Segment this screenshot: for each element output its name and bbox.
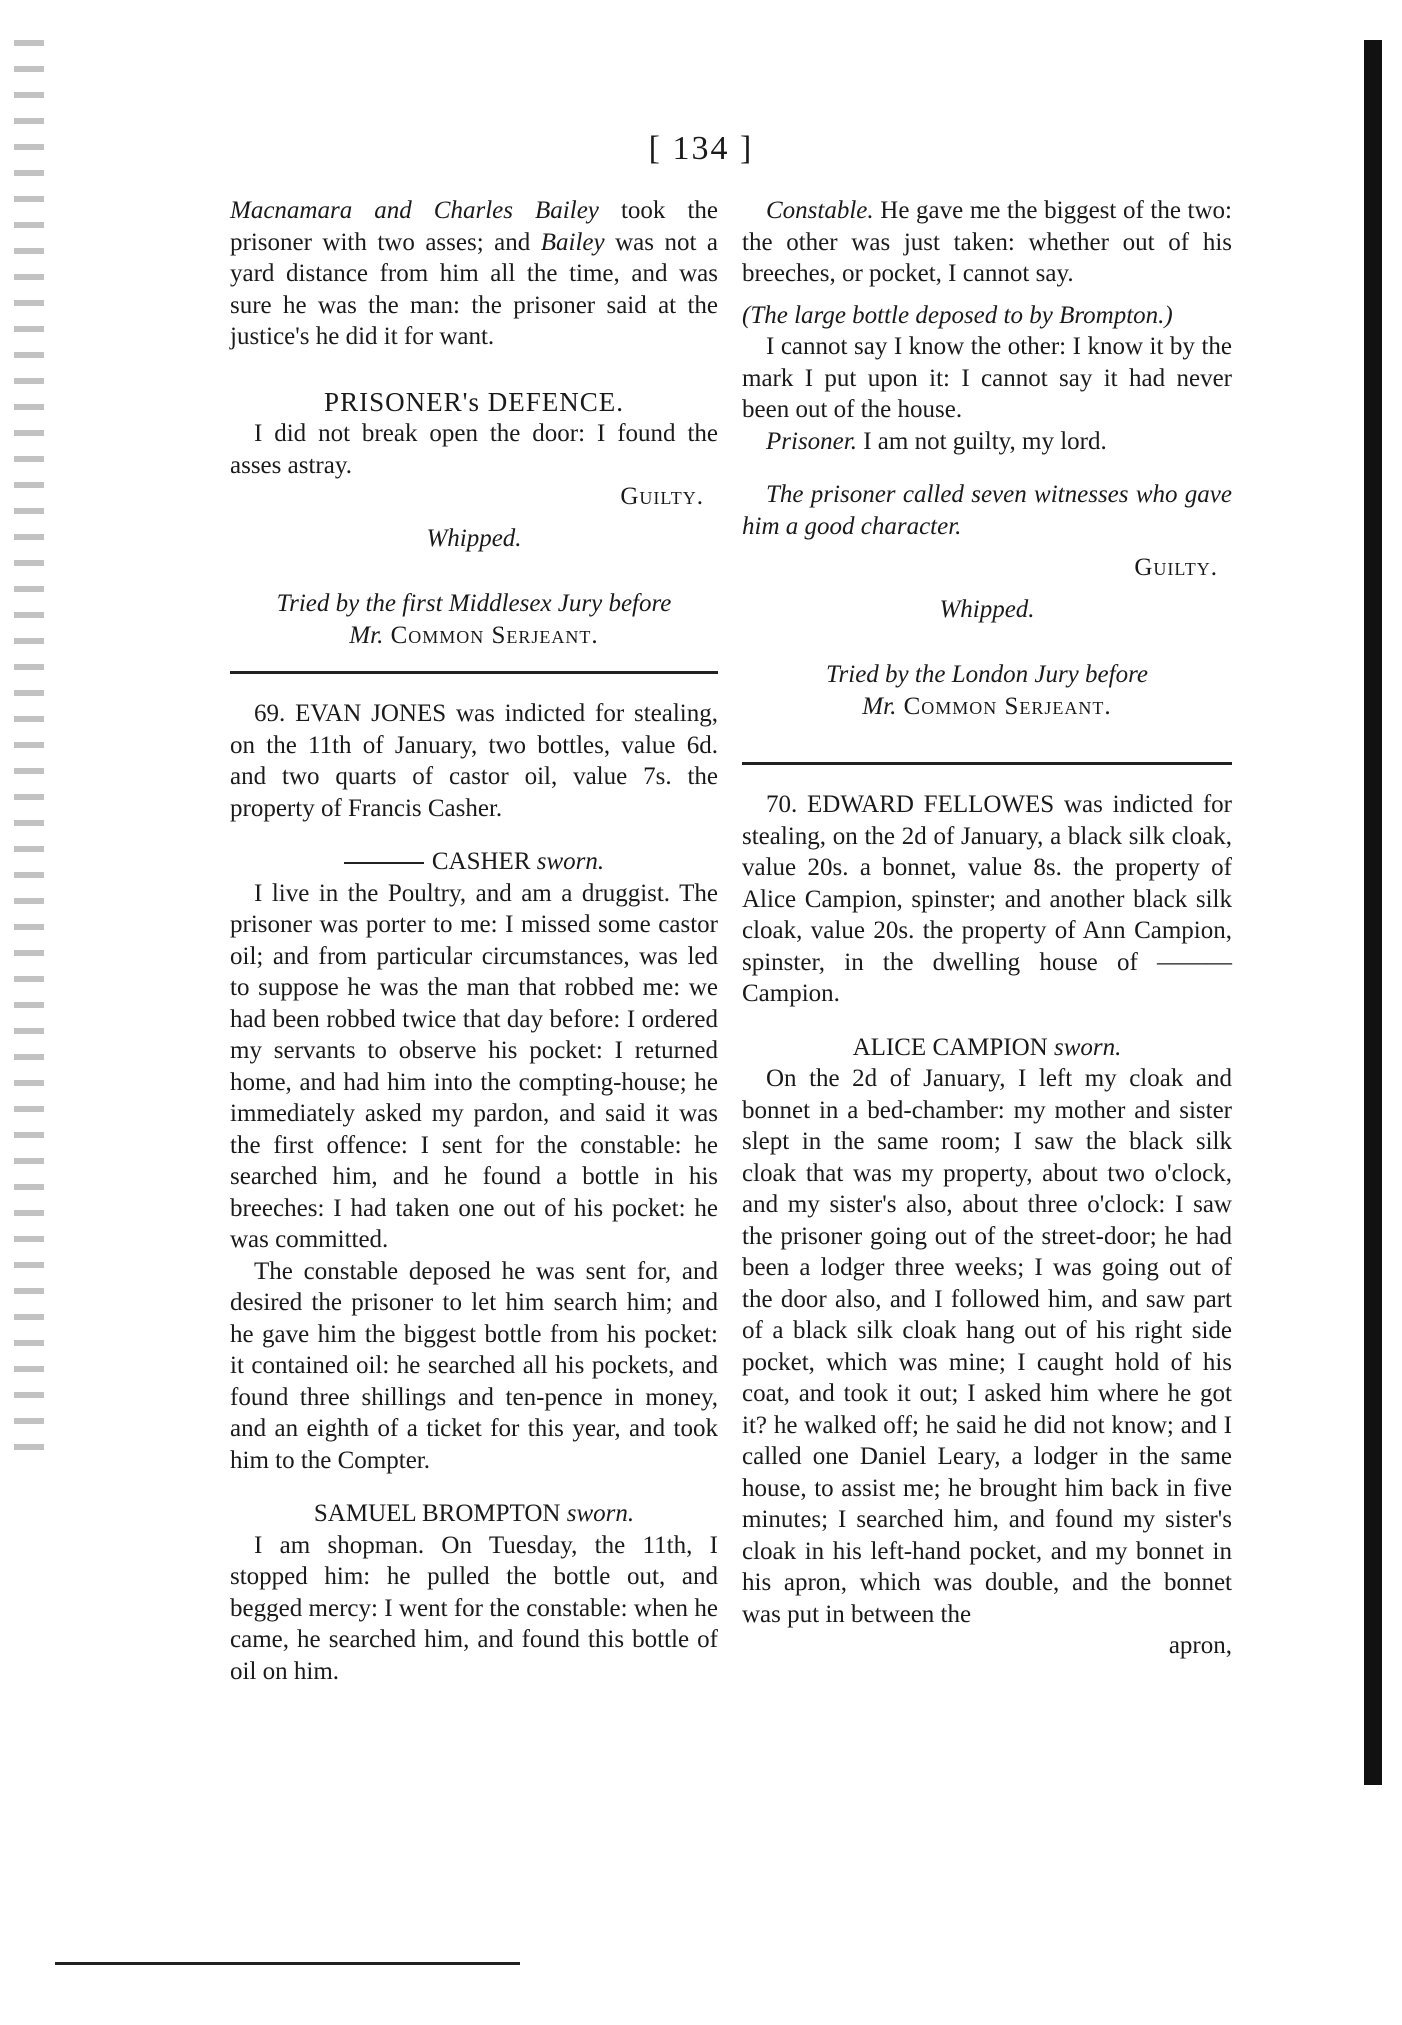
know-statement: I cannot say I know the other: I know it by the mark I put upon it: I cannot say it had never been out of the house. [742, 333, 1232, 423]
defence-heading: PRISONER's DEFENCE. [324, 386, 624, 417]
sworn-label: sworn. [1054, 1033, 1122, 1061]
defence-text: I did not break open the door: I found the asses astray. [230, 420, 718, 479]
paragraph-macnamara [230, 195, 718, 353]
sworn-label: sworn. [536, 848, 605, 875]
brompton-testimony: I am shopman. On Tuesday, the 11th, I stopped him: he pulled the bottle out, and begged mercy: I went for the constable: when he came, he searched him, and found this bottle of oil on him. [230, 1531, 718, 1685]
bottom-rule [55, 1962, 520, 1965]
alice-testimony: On the 2d of January, I left my cloak and bonnet in a bed-chamber: my mother and sister slept in the same room; I saw the black silk cloak that was my property, about two o'clock, and my sister's also, about three o'clock: I saw the prisoner going out of the street-door; he had been a lodger three weeks; I was going out of the door also, and I followed him, and saw part of a black silk cloak hang out of his right side pocket, which was mine; I caught hold of his coat, and took it out; I asked him where he got it? he walked off; he said he did not know; and I called one Daniel Leary, a lodger in the same house, to assist me; he brought him back in five minutes; I searched him, and found my sister's cloak in his left-hand pocket, and my bonnet in his apron, which was double, and the bonnet was put in between the [742, 1065, 1232, 1628]
tried-line: Tried by the London Jury before [826, 661, 1148, 688]
catchword: apron, [1168, 1632, 1232, 1659]
witness-heading-casher [230, 846, 718, 878]
witness-heading-brompton [230, 1498, 718, 1530]
sworn-label: sworn. [566, 1500, 635, 1527]
casher-testimony: I live in the Poultry, and am a druggist. The prisoner was porter to me: I missed some castor oil; and from particular circumstances, was led to suppose he was the man that robbed me: we had been robbed twice that day before: I ordered my servants to observe his pocket: I returned home, and had him into the compting-house; he immediately asked my pardon, and said it was the first offence: I sent for the constable: he searched him, and he found a bottle in his breeches: I had taken one out of his pocket: he was committed. [230, 879, 718, 1253]
judge-title: Common Serjeant. [896, 692, 1112, 720]
speaker-label: Prisoner. [766, 427, 857, 455]
witnesses-note: The prisoner called seven witnesses who gave him a good character. [742, 481, 1232, 540]
verdict: Guilty. [1134, 554, 1218, 581]
text-span: was not a yard distance from him all the time, and was sure he was the man: the prisoner said at the justice's he did it for want. [230, 228, 719, 350]
text-span: took the prisoner with two asses; and [230, 197, 719, 256]
page-number: [ 134 ] [648, 130, 754, 167]
page-edge-marks [14, 40, 44, 1460]
judge-title: Common Serjeant. [383, 621, 599, 649]
constable-deposition: The constable deposed he was sent for, and desired the prisoner to let him search him; and he gave him the biggest bottle from his pocket: it contained oil: he searched all his pockets, and found three shillings and ten-pence in money, and an eighth of a ticket for this year, and took him to the Compter. [230, 1257, 718, 1474]
section-divider [230, 671, 718, 674]
prisoner-statement [742, 426, 1232, 458]
right-column [742, 195, 1232, 1662]
mr-italic: Mr. [862, 692, 897, 720]
bottle-note: (The large bottle deposed to by Brompton.) [742, 301, 1173, 329]
name-italic: Bailey [540, 228, 605, 256]
verdict: Guilty. [620, 483, 704, 510]
witness-name: CASHER [431, 848, 531, 875]
witness-heading-alice [742, 1032, 1232, 1064]
sentence: Whipped. [426, 524, 522, 552]
dash-rule [344, 862, 424, 864]
tried-line: Tried by the first Middlesex Jury before [276, 590, 672, 617]
section-divider [742, 762, 1232, 765]
witness-name: ALICE CAMPION [852, 1033, 1048, 1061]
speaker-label: Constable. [766, 197, 874, 224]
text-span: He gave me the biggest of the two: the other was just taken: whether out of his breeches, or pocket, I cannot say. [742, 197, 1232, 287]
names-italic: Macnamara and Charles Bailey [230, 197, 599, 224]
binding-shadow [1364, 40, 1382, 1785]
mr-italic: Mr. [349, 621, 384, 649]
left-column [230, 195, 718, 1687]
case-69: 69. EVAN JONES was indicted for stealing, on the 11th of January, two bottles, value 6d. and two quarts of castor oil, value 7s. the property of Francis Casher. [230, 700, 718, 822]
constable-statement [742, 195, 1232, 290]
tried-judge [230, 620, 718, 652]
case-70: 70. EDWARD FELLOWES was indicted for stealing, on the 2d of January, a black silk cloak, value 20s. a bonnet, value 8s. the property of Alice Campion, spinster; and another black silk cloak, value 20s. the property of Ann Campion, spinster, in the dwelling house of ——— Campion. [742, 791, 1232, 1007]
witness-name: SAMUEL BROMPTON [313, 1500, 561, 1527]
tried-judge [742, 691, 1232, 723]
text-span: I am not guilty, my lord. [856, 427, 1107, 455]
sentence: Whipped. [939, 595, 1035, 623]
